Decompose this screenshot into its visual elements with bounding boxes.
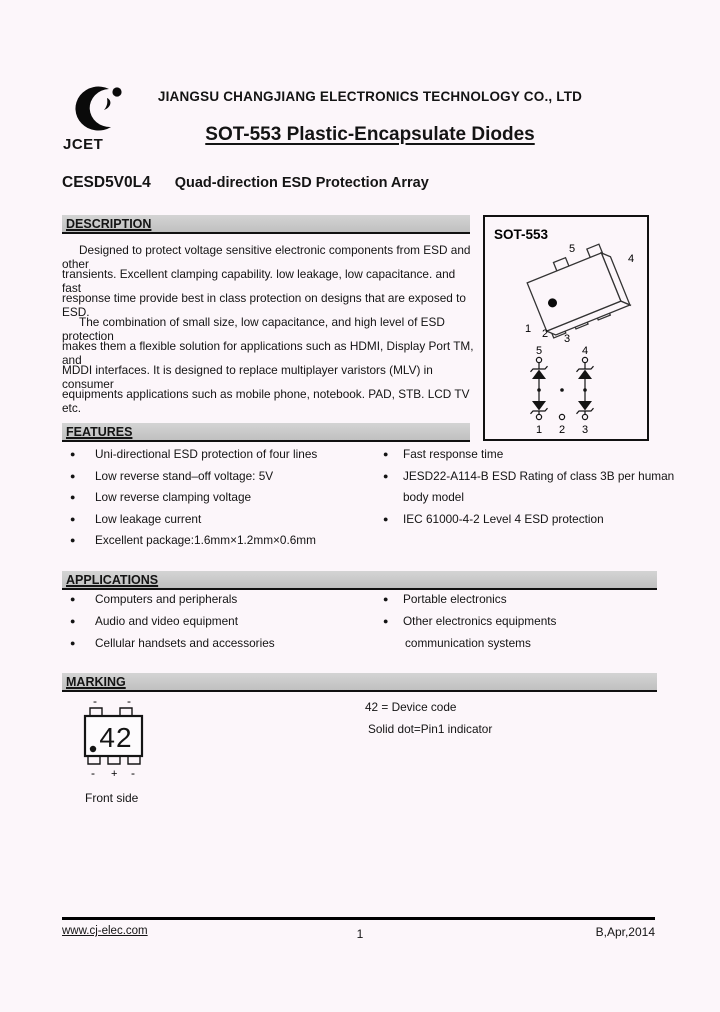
description-line: equipments applications such as mobile phone, notebook. PAD, STB. LCD TV etc. — [62, 387, 470, 415]
section-description-header: DESCRIPTION — [62, 215, 470, 234]
pkg-pin3-label: 3 — [564, 333, 571, 345]
sch-pin2-label: 2 — [559, 424, 566, 436]
application-item: Computers and peripherals — [95, 592, 238, 606]
marking-device-code: 42 — [99, 722, 133, 753]
bullet-icon: ● — [383, 449, 389, 459]
section-features-header: FEATURES — [62, 423, 470, 442]
part-subtitle: Quad-direction ESD Protection Array — [174, 175, 429, 191]
revision-date: B,Apr,2014 — [595, 925, 655, 939]
schematic — [531, 345, 594, 436]
bullet-icon: ● — [70, 616, 76, 626]
package-diagram — [485, 217, 647, 437]
application-item-continuation: communication systems — [405, 636, 531, 650]
package-diagram-panel — [483, 215, 649, 441]
bullet-icon: ● — [383, 594, 389, 604]
marking-top-mark: - — [127, 694, 131, 708]
marking-drawing — [72, 694, 158, 786]
marking-note: Solid dot=Pin1 indicator — [368, 722, 493, 736]
bullet-icon: ● — [383, 616, 389, 626]
feature-item: Uni-directional ESD protection of four lines — [95, 447, 318, 461]
bullet-icon: ● — [70, 535, 76, 545]
marking-pin1-dot — [90, 746, 96, 752]
website-link[interactable]: www.cj-elec.com — [62, 925, 148, 937]
part-line — [62, 174, 429, 192]
feature-item: Low leakage current — [95, 511, 202, 526]
description-line: Designed to protect voltage sensitive electronic components from ESD and other — [62, 243, 471, 271]
feature-item: JESD22-A114-B ESD Rating of class 3B per human — [403, 468, 675, 483]
sch-pin1-label: 1 — [536, 424, 543, 436]
description-line: transients. Excellent clamping capability. low leakage, low capacitance. and fast — [62, 267, 456, 295]
bullet-icon: ● — [70, 492, 76, 502]
schematic-branch-right — [577, 357, 594, 419]
description-line: MDDI interfaces. It is designed to replace multiplayer varistors (MLV) in consumer — [62, 363, 433, 391]
bullet-icon: ● — [70, 449, 76, 459]
description-line: response time provide best in class protection on designs that are exposed to ESD. — [62, 291, 466, 319]
schematic-center-pin — [559, 388, 564, 419]
feature-item: IEC 61000-4-2 Level 4 ESD protection — [403, 511, 604, 526]
part-number: CESD5V0L4 — [62, 174, 151, 191]
package-top-face — [527, 253, 621, 331]
marking-note: 42 = Device code — [365, 700, 457, 714]
marking-bottom-mark: - — [131, 766, 135, 780]
sch-pin3-label: 3 — [582, 424, 589, 436]
bullet-icon: ● — [70, 594, 76, 604]
feature-item: Excellent package:1.6mm×1.2mm×0.6mm — [95, 533, 316, 547]
bullet-icon: ● — [383, 470, 389, 481]
application-item: Cellular handsets and accessories — [95, 636, 275, 650]
schematic-branch-left — [531, 357, 548, 419]
section-marking-header: MARKING — [62, 673, 657, 692]
logo-text: JCET — [63, 136, 104, 153]
marking-bottom-mark: - — [91, 766, 95, 780]
bullet-icon: ● — [70, 513, 76, 524]
sch-pin4-label: 4 — [582, 345, 589, 357]
feature-item-continuation: body model — [403, 490, 464, 504]
feature-item: Fast response time — [403, 447, 504, 461]
footer-rule — [62, 917, 655, 920]
document-title: SOT-553 Plastic-Encapsulate Diodes — [205, 124, 535, 145]
application-item: Audio and video equipment — [95, 614, 238, 628]
application-item: Portable electronics — [403, 592, 507, 606]
marking-chip-pins-bottom — [88, 756, 140, 764]
marking-top-mark: - — [93, 694, 97, 708]
section-applications-header: APPLICATIONS — [62, 571, 657, 590]
marking-bottom-mark: + — [111, 768, 118, 780]
pkg-pin1-label: 1 — [525, 323, 532, 335]
package-label: SOT-553 — [494, 227, 549, 242]
bullet-icon: ● — [70, 638, 76, 648]
front-side-label: Front side — [85, 791, 139, 805]
page-number: 1 — [356, 927, 364, 941]
pkg-pin4-label: 4 — [628, 253, 635, 265]
company-name: JIANGSU CHANGJIANG ELECTRONICS TECHNOLOGY CO., LTD — [157, 89, 583, 104]
description-line: makes them a flexible solution for applications such as HDMI, Display Port TM, and — [62, 339, 474, 367]
package-3d-drawing — [524, 242, 631, 339]
feature-item: Low reverse clamping voltage — [95, 490, 252, 504]
sch-pin5-label: 5 — [536, 345, 543, 357]
description-line: The combination of small size, low capacitance, and high level of ESD protection — [62, 315, 445, 343]
bullet-icon: ● — [70, 470, 76, 481]
application-item: Other electronics equipments — [403, 614, 557, 628]
pkg-pin2-label: 2 — [542, 328, 549, 340]
feature-item: Low reverse stand–off voltage: 5V — [95, 468, 274, 483]
bullet-icon: ● — [383, 513, 389, 524]
pkg-pin5-label: 5 — [569, 243, 576, 255]
